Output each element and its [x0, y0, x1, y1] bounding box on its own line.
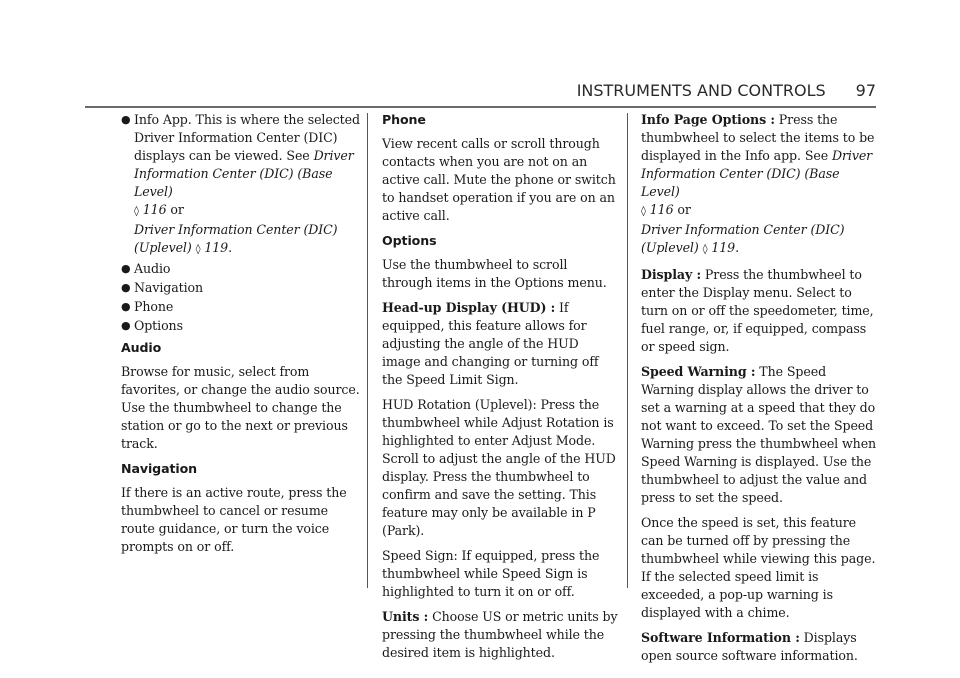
- term-software: Software Information :: [641, 630, 800, 645]
- bullet-text: Options: [134, 318, 183, 333]
- paragraph-navigation: If there is an active route, press the thumbwheel to cancel or resume route guidance, or turn the voice prompts on or off.: [121, 485, 347, 554]
- bullet-text: Phone: [134, 299, 174, 314]
- menu-bullet-list: [121, 111, 361, 335]
- paragraph-speed-warning: [641, 363, 877, 507]
- column-divider-2: [627, 113, 628, 588]
- paragraph-speed-sign: Speed Sign: If equipped, press the thumbwheel while Speed Sign is highlighted to turn it on or off.: [382, 548, 600, 599]
- heading-options: Options: [382, 233, 437, 248]
- column-2: [382, 111, 618, 669]
- page-ref-icon: ◊: [702, 244, 708, 255]
- bullet-icon: ●: [121, 319, 131, 332]
- paragraph-info-page: [641, 111, 877, 259]
- cross-reference-link[interactable]: Driver Information Center (DIC) (Base Level): [641, 148, 873, 199]
- page-ref-icon: ◊: [195, 244, 201, 255]
- bullet-icon: ●: [121, 300, 131, 313]
- period: .: [228, 240, 232, 255]
- column-1: [121, 111, 361, 563]
- list-item: [121, 279, 361, 297]
- heading-audio: Audio: [121, 340, 162, 355]
- page-reference[interactable]: 119: [204, 240, 229, 255]
- paragraph-audio: Browse for music, select from favorites, or change the audio source. Use the thumbwheel to change the station or go to the next or previous track.: [121, 364, 360, 451]
- cross-reference-link[interactable]: Driver Information Center (DIC) (Uplevel): [641, 222, 845, 255]
- paragraph-hud: [382, 299, 618, 389]
- hud-description: If equipped, this feature allows for adjusting the angle of the HUD image and changing or turning off the Speed Limit Sign.: [382, 300, 599, 387]
- term-display: Display :: [641, 267, 701, 282]
- list-item: [121, 260, 361, 278]
- paragraph-phone: View recent calls or scroll through contacts when you are not on an active call. Mute the phone or switch to handset operation if you are on an active call.: [382, 136, 616, 223]
- bullet-text: Navigation: [134, 280, 204, 295]
- header-rule: [85, 106, 876, 108]
- list-item: [121, 298, 361, 316]
- heading-navigation: Navigation: [121, 461, 198, 476]
- conjunction: or: [673, 202, 691, 217]
- paragraph-display: [641, 266, 877, 356]
- units-description: Choose US or metric units by pressing the thumbwheel while the desired item is highlighted.: [382, 609, 618, 660]
- page-reference[interactable]: 119: [711, 240, 736, 255]
- page-reference[interactable]: 116: [142, 202, 167, 217]
- info-page-description: Press the thumbwheel to select the items to be displayed in the Info app. See: [641, 112, 875, 163]
- term-info-page: Info Page Options :: [641, 112, 775, 127]
- paragraph-options: Use the thumbwheel to scroll through items in the Options menu.: [382, 257, 607, 290]
- bullet-icon: ●: [121, 262, 131, 275]
- bullet-icon: ●: [121, 281, 131, 294]
- bullet-text: Info App. This is where the selected Driver Information Center (DIC) displays can be viewed. See: [134, 112, 360, 163]
- page-ref-icon: ◊: [641, 206, 646, 217]
- heading-phone: Phone: [382, 112, 426, 127]
- speed-warning-description: The Speed Warning display allows the driver to set a warning at a speed that they do not want to exceed. To set the Speed Warning press the thumbwheel when Speed Warning is displayed. Use the thumbwheel to adjust the value and press to set the speed.: [641, 364, 877, 505]
- paragraph-units: [382, 608, 618, 662]
- list-item: [121, 317, 361, 335]
- cross-reference-link[interactable]: Driver Information Center (DIC) (Uplevel): [134, 222, 338, 255]
- column-3: [641, 111, 877, 672]
- paragraph-speed-set: Once the speed is set, this feature can be turned off by pressing the thumbwheel while viewing this page. If the selected speed limit is exceeded, a pop-up warning is displayed with a chime.: [641, 515, 876, 620]
- paragraph-hud-rotation: HUD Rotation (Uplevel): Press the thumbwheel while Adjust Rotation is highlighted to enter Adjust Mode. Scroll to adjust the angle of the HUD display. Press the thumbwheel to confirm and save the setting. This feature may only be available in P (Park).: [382, 397, 616, 538]
- period: .: [735, 240, 739, 255]
- cross-reference-link[interactable]: Driver Information Center (DIC) (Base Level): [134, 148, 354, 199]
- software-description: Displays open source software information.: [641, 630, 858, 663]
- list-item: [121, 111, 361, 259]
- page-reference[interactable]: 116: [649, 202, 674, 217]
- page-header: [540, 81, 876, 100]
- paragraph-software: [641, 629, 877, 665]
- bullet-icon: ●: [121, 113, 131, 126]
- conjunction: or: [166, 202, 184, 217]
- page-number: 97: [855, 81, 876, 100]
- display-description: Press the thumbwheel to enter the Display menu. Select to turn on or off the speedometer, time, fuel range, or, if equipped, compass or speed sign.: [641, 267, 874, 354]
- term-speed-warning: Speed Warning :: [641, 364, 756, 379]
- page-ref-icon: ◊: [134, 206, 139, 217]
- section-title: INSTRUMENTS AND CONTROLS: [576, 81, 826, 100]
- bullet-text: Audio: [134, 261, 171, 276]
- column-divider-1: [367, 113, 368, 588]
- term-units: Units :: [382, 609, 429, 624]
- term-hud: Head-up Display (HUD) :: [382, 300, 556, 315]
